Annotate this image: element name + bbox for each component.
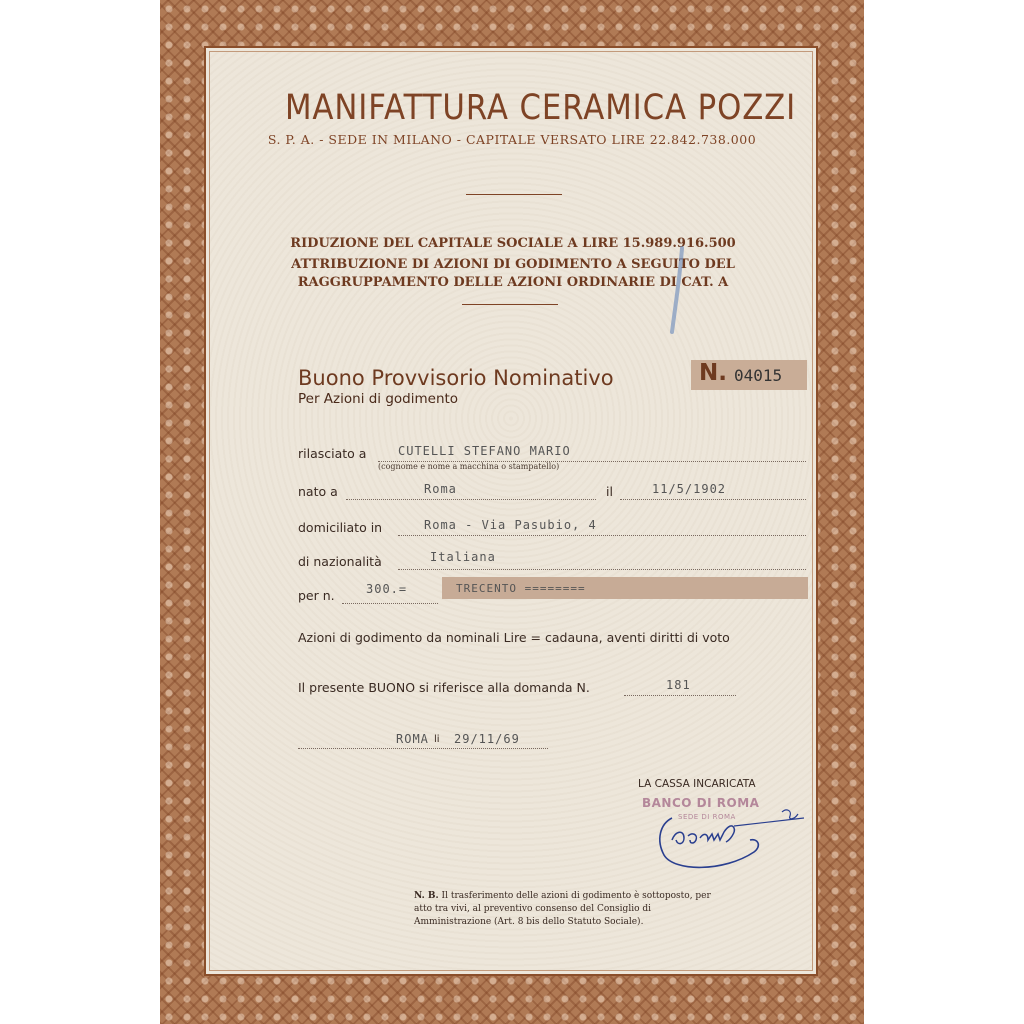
shares-description: Azioni di godimento da nominali Lire = cadauna, aventi diritti di voto [298, 630, 730, 645]
born-in-value: Roma [424, 482, 457, 496]
bank-stamp-sub: SEDE DI ROMA [678, 813, 736, 821]
bank-stamp-name: BANCO DI ROMA [642, 796, 760, 810]
quantity-value: 300.= [366, 582, 408, 596]
share-certificate [160, 0, 864, 1024]
nationality-value: Italiana [430, 550, 496, 564]
nationality-label: di nazionalità [298, 554, 382, 569]
issued-to-value: CUTELLI STEFANO MARIO [398, 444, 571, 458]
company-name: MANIFATTURA CERAMICA POZZI [284, 88, 797, 128]
note-text: Il trasferimento delle azioni di godimento è sottoposto, per atto tra vivi, al preventivo consenso del Consiglio di Amministrazione (Art. 8 bis dello Statuto Sociale). [414, 891, 711, 927]
born-on-line [620, 499, 806, 500]
attribution-heading-line1: ATTRIBUZIONE DI AZIONI DI GODIMENTO A SEGUITO DEL [291, 257, 735, 272]
voucher-title: Buono Provvisorio Nominativo [298, 366, 614, 390]
date-value: 29/11/69 [454, 732, 520, 746]
reference-label: Il presente BUONO si riferisce alla domanda N. [298, 680, 590, 695]
place-value: ROMA [396, 732, 429, 746]
born-on-value: 11/5/1902 [652, 482, 727, 496]
quantity-line [342, 603, 438, 604]
bank-label: LA CASSA INCARICATA [638, 778, 756, 790]
voucher-number: 04015 [734, 366, 783, 385]
place-date-line [298, 748, 548, 749]
certificate-paper [204, 46, 818, 976]
transfer-note [414, 890, 714, 929]
reference-value: 181 [666, 678, 691, 692]
divider-top [466, 194, 562, 195]
voucher-subtitle: Per Azioni di godimento [298, 391, 459, 407]
born-on-label: il [606, 484, 613, 499]
reduction-heading: RIDUZIONE DEL CAPITALE SOCIALE A LIRE 15.989.916.500 [290, 236, 736, 251]
signature-icon [654, 800, 804, 880]
issued-to-label: rilasciato a [298, 446, 367, 461]
pen-mark-icon [668, 246, 688, 336]
reference-line [624, 695, 736, 696]
domicile-value: Roma - Via Pasubio, 4 [424, 518, 597, 532]
issued-to-hint: (cognome e nome a macchina o stampatello) [378, 462, 560, 471]
born-in-line [346, 499, 596, 500]
attribution-heading-line2: RAGGRUPPAMENTO DELLE AZIONI ORDINARIE DI CAT. A [297, 275, 729, 290]
nationality-line [398, 569, 806, 570]
place-date-separator: li [434, 734, 440, 745]
voucher-number-prefix: N. [699, 360, 727, 386]
quantity-words: TRECENTO ======== [456, 582, 586, 595]
company-subtitle: S. P. A. - SEDE IN MILANO - CAPITALE VERSATO LIRE 22.842.738.000 [267, 132, 757, 147]
quantity-label: per n. [298, 588, 335, 603]
note-prefix: N. B. [414, 891, 439, 901]
born-in-label: nato a [298, 484, 338, 499]
domicile-label: domiciliato in [298, 520, 383, 535]
domicile-line [398, 535, 806, 536]
divider-bottom [462, 304, 558, 305]
